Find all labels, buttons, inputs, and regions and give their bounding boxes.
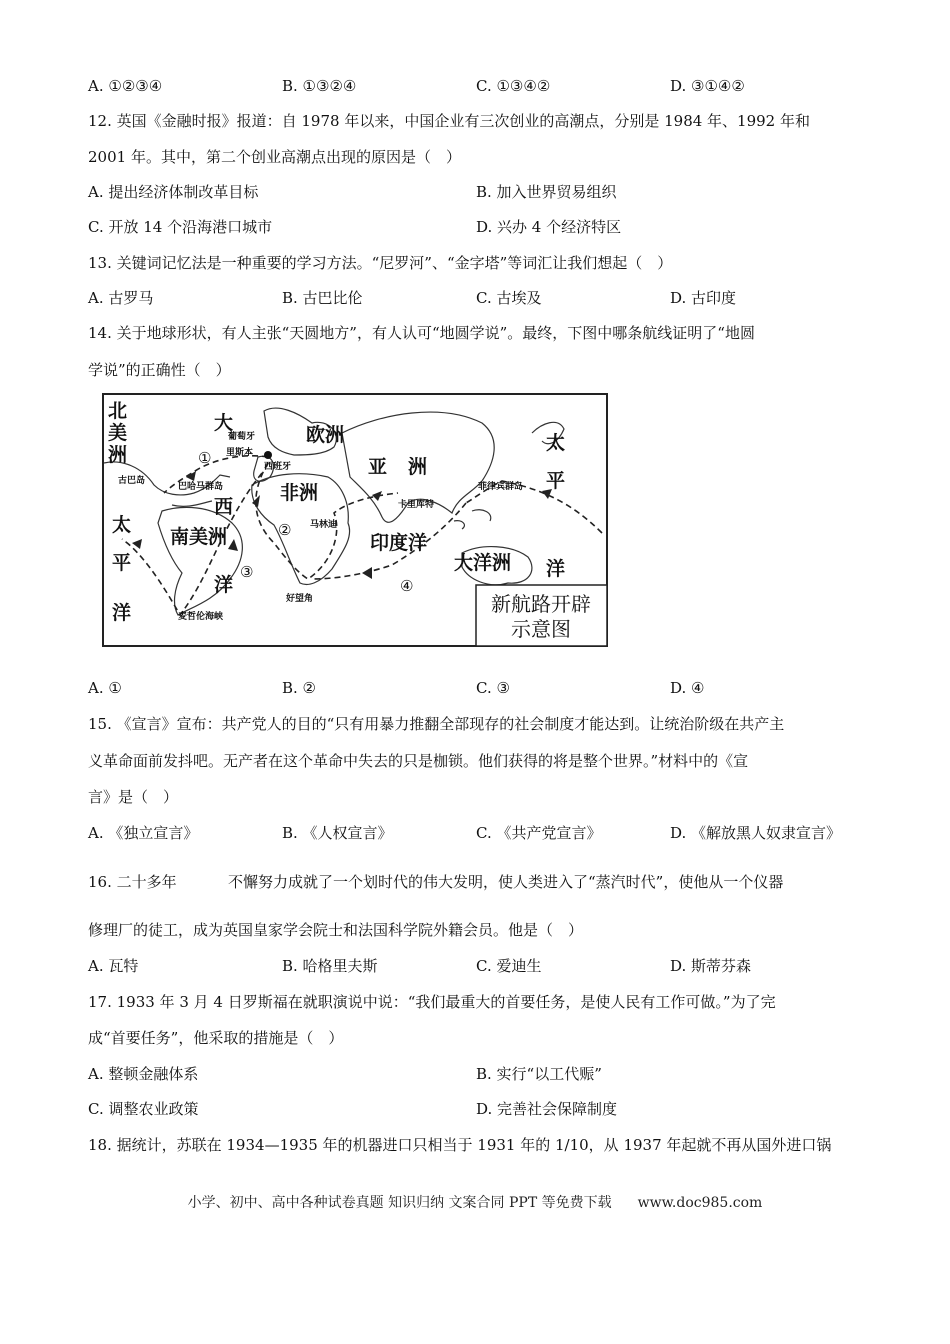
- q14-option-d: D. ④: [670, 679, 705, 697]
- q11-options: [88, 76, 868, 96]
- label-philippines: 菲律宾群岛: [478, 482, 524, 492]
- q14-text-line2: 学说”的正确性（ ）: [88, 361, 231, 379]
- label-pacific-west-1: 太: [112, 514, 132, 536]
- label-pacific-east-3: 洋: [546, 558, 566, 580]
- q13-option-c: C. 古埃及: [476, 289, 542, 307]
- q13-text-line1: 13. 关键词记忆法是一种重要的学习方法。“尼罗河”、“金字塔”等词汇让我们想起（ ）: [88, 254, 673, 272]
- q12-options-row1: [88, 182, 868, 202]
- q13-option-a: A. 古罗马: [88, 289, 154, 307]
- label-bahamas: 巴哈马群岛: [178, 482, 224, 492]
- q12-options-row2: [88, 217, 868, 237]
- label-pacific-east-1: 太: [546, 432, 566, 454]
- q12-text-line2: 2001 年。其中，第二个创业高潮点出现的原因是（ ）: [88, 148, 461, 166]
- label-route-2: ②: [278, 521, 292, 539]
- q15-options: [88, 823, 868, 843]
- label-south-america: 南美洲: [170, 526, 228, 548]
- footer-text: 小学、初中、高中各种试卷真题 知识归纳 文案合同 PPT 等免费下载: [187, 1195, 612, 1211]
- q15-option-b: B. 《人权宣言》: [282, 824, 393, 842]
- q12-option-b: B. 加入世界贸易组织: [476, 183, 617, 201]
- q16-option-a: A. 瓦特: [88, 957, 139, 975]
- page-footer: [0, 1192, 950, 1212]
- label-pacific-west-2: 平: [112, 552, 132, 574]
- q14-options: [88, 678, 868, 698]
- q11-option-a: A. ①②③④: [88, 77, 163, 95]
- q14-option-b: B. ②: [282, 679, 317, 697]
- label-asia-1: 亚: [368, 456, 388, 478]
- q14-option-a: A. ①: [88, 679, 122, 697]
- q16-text-line1-start: 16. 二十多年: [88, 873, 177, 891]
- q15-text-line2: 义革命面前发抖吧。无产者在这个革命中失去的只是枷锁。他们获得的将是整个世界。”材料中的《宣: [88, 752, 749, 770]
- label-indian-ocean: 印度洋: [370, 532, 428, 554]
- label-africa: 非洲: [280, 482, 319, 504]
- label-asia-2: 洲: [408, 456, 428, 478]
- q17-text-line1: 17. 1933 年 3 月 4 日罗斯福在就职演说中说：“我们最重大的首要任务，是使人民有工作可做。”为了完: [88, 993, 776, 1011]
- label-north-america-2: 美: [108, 422, 128, 444]
- q13-option-d: D. 古印度: [670, 289, 737, 307]
- legend-title-line1: 新航路开辟: [491, 592, 591, 616]
- label-cuba: 古巴岛: [118, 476, 146, 486]
- q16-options: [88, 956, 868, 976]
- q17-option-c: C. 调整农业政策: [88, 1100, 199, 1118]
- label-route-3: ③: [240, 563, 254, 581]
- q12-option-a: A. 提出经济体制改革目标: [88, 183, 259, 201]
- q12-option-d: D. 兴办 4 个经济特区: [476, 218, 622, 236]
- label-pacific-west-3: 洋: [112, 602, 132, 624]
- label-cape: 好望角: [286, 594, 314, 604]
- q16-text-line1-end: 不懈努力成就了一个划时代的伟大发明，使人类进入了“蒸汽时代”，使他从一个仪器: [228, 873, 784, 891]
- footer-url[interactable]: www.doc985.com: [637, 1195, 763, 1211]
- q13-options: [88, 288, 868, 308]
- q12-text-line1: 12. 英国《金融时报》报道：自 1978 年以来，中国企业有三次创业的高潮点，分别是 1984 年、1992 年和: [88, 112, 810, 130]
- q11-option-c: C. ①③④②: [476, 77, 551, 95]
- q17-option-d: D. 完善社会保障制度: [476, 1100, 618, 1118]
- q14-option-c: C. ③: [476, 679, 510, 697]
- label-route-1: ①: [198, 449, 212, 467]
- q11-option-d: D. ③①④②: [670, 77, 745, 95]
- label-north-america-3: 洲: [108, 444, 128, 466]
- label-portugal: 葡萄牙: [228, 432, 256, 442]
- q15-option-c: C. 《共产党宣言》: [476, 824, 602, 842]
- label-spain: 西班牙: [264, 462, 292, 472]
- q17-text-line2: 成“首要任务”，他采取的措施是（ ）: [88, 1029, 344, 1047]
- q15-text-line1: 15. 《宣言》宣布：共产党人的目的“只有用暴力推翻全部现存的社会制度才能达到。让统治阶级在共产主: [88, 715, 785, 733]
- q17-option-a: A. 整顿金融体系: [88, 1065, 199, 1083]
- q16-option-d: D. 斯蒂芬森: [670, 957, 752, 975]
- q16-option-c: C. 爱迪生: [476, 957, 542, 975]
- q18-text-line1: 18. 据统计，苏联在 1934—1935 年的机器进口只相当于 1931 年的 1/10，从 1937 年起就不再从国外进口锅: [88, 1136, 832, 1154]
- q17-options-row1: [88, 1064, 868, 1084]
- label-europe: 欧洲: [306, 424, 345, 446]
- label-atlantic-3: 洋: [214, 574, 234, 596]
- legend-title-line2: 示意图: [511, 617, 571, 641]
- q11-option-b: B. ①③②④: [282, 77, 357, 95]
- label-oceania: 大洋洲: [454, 552, 512, 574]
- label-calicut: 卡里库特: [398, 500, 435, 510]
- label-malindi: 马林迪: [310, 520, 338, 530]
- q15-option-d: D. 《解放黑人奴隶宣言》: [670, 824, 842, 842]
- new-sea-routes-map: [102, 393, 608, 647]
- q12-option-c: C. 开放 14 个沿海港口城市: [88, 218, 273, 236]
- label-route-4: ④: [400, 577, 414, 595]
- q16-option-b: B. 哈格里夫斯: [282, 957, 378, 975]
- q17-option-b: B. 实行“以工代赈”: [476, 1065, 602, 1083]
- q17-options-row2: [88, 1099, 868, 1119]
- label-atlantic-2: 西: [214, 496, 234, 518]
- label-pacific-east-2: 平: [546, 470, 566, 492]
- q15-option-a: A. 《独立宣言》: [88, 824, 199, 842]
- label-magellan: 麦哲伦海峡: [178, 612, 224, 622]
- q15-text-line3: 言》是（ ）: [88, 788, 179, 806]
- label-lisbon: 里斯本: [226, 448, 254, 458]
- label-atlantic-1: 大: [214, 412, 234, 434]
- lisbon-dot: [264, 451, 272, 459]
- q13-option-b: B. 古巴比伦: [282, 289, 363, 307]
- q14-text-line1: 14. 关于地球形状，有人主张“天圆地方”，有人认可“地圆学说”。最终，下图中哪条航线证明了“地圆: [88, 324, 755, 342]
- label-north-america-1: 北: [108, 400, 128, 422]
- q16-text-line2: 修理厂的徒工，成为英国皇家学会院士和法国科学院外籍会员。他是（ ）: [88, 921, 584, 939]
